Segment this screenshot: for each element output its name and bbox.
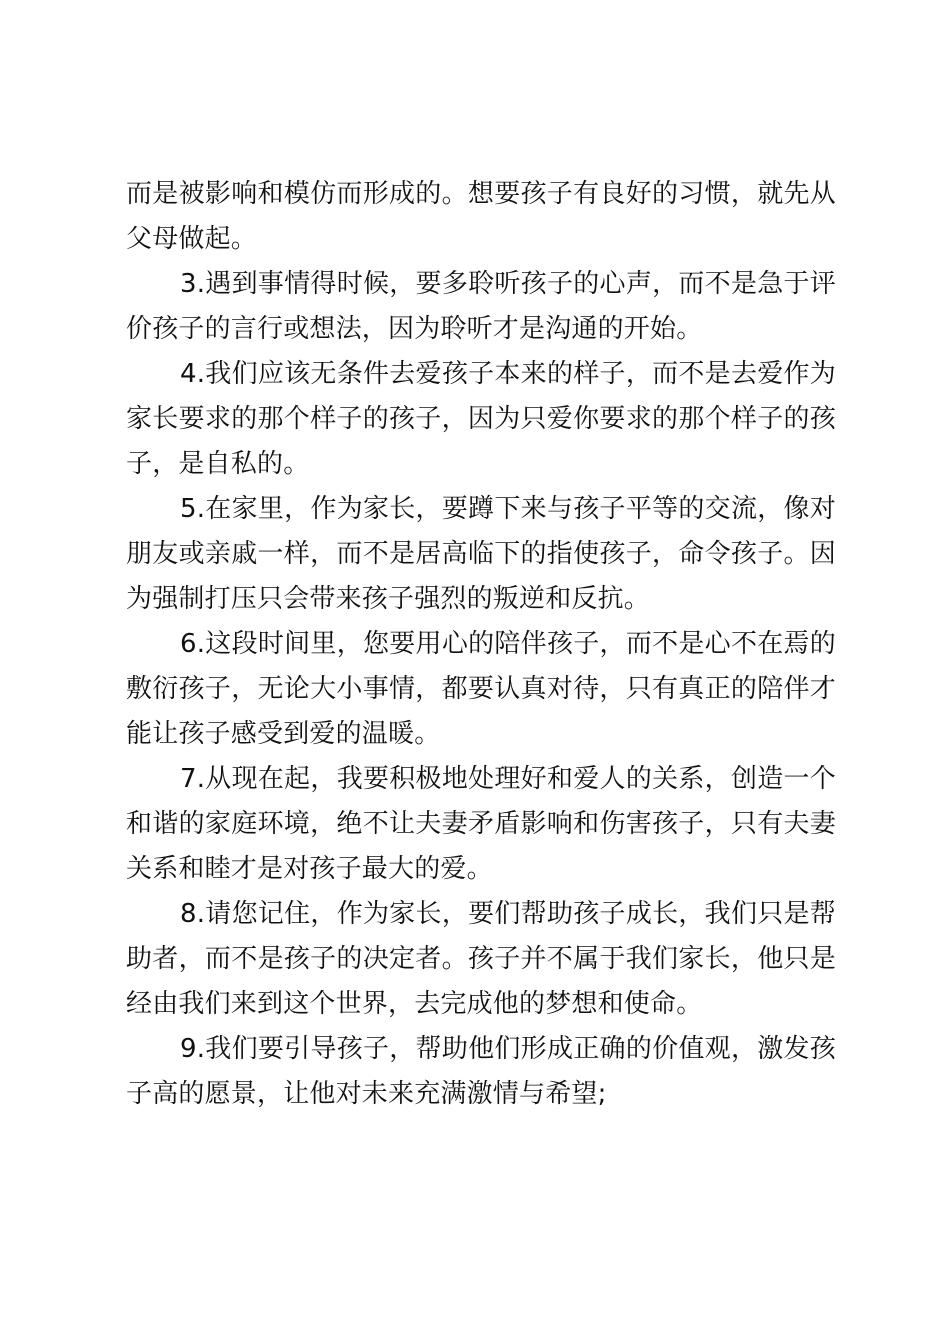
paragraph-item-5: 5.在家里，作为家长，要蹲下来与孩子平等的交流，像对朋友或亲戚一样，而不是居高临下的指使孩子，命令孩子。因为强制打压只会带来孩子强烈的叛逆和反抗。 [126,494,836,614]
paragraph-item-8: 8.请您记住，作为家长，要们帮助孩子成长，我们只是帮助者，而不是孩子的决定者。孩子并不属于我们家长，他只是经由我们来到这个世界，去完成他的梦想和使命。 [126,899,836,1019]
paragraph-item-7: 7.从现在起，我要积极地处理好和爱人的关系，创造一个和谐的家庭环境，绝不让夫妻矛盾影响和伤害孩子，只有夫妻关系和睦才是对孩子最大的爱。 [126,764,836,884]
paragraph-continuation: 而是被影响和模仿而形成的。想要孩子有良好的习惯，就先从父母做起。 [126,179,836,254]
document-body [126,172,836,1117]
paragraph-item-9: 9.我们要引导孩子，帮助他们形成正确的价值观，激发孩子高的愿景，让他对未来充满激情与希望; [126,1034,836,1109]
paragraph-item-6: 6.这段时间里，您要用心的陪伴孩子，而不是心不在焉的敷衍孩子，无论大小事情，都要认真对待，只有真正的陪伴才能让孩子感受到爱的温暖。 [126,629,836,749]
paragraph-item-3: 3.遇到事情得时候，要多聆听孩子的心声，而不是急于评价孩子的言行或想法，因为聆听才是沟通的开始。 [126,269,836,344]
paragraph-item-4: 4.我们应该无条件去爱孩子本来的样子，而不是去爱作为家长要求的那个样子的孩子，因为只爱你要求的那个样子的孩子，是自私的。 [126,359,836,479]
